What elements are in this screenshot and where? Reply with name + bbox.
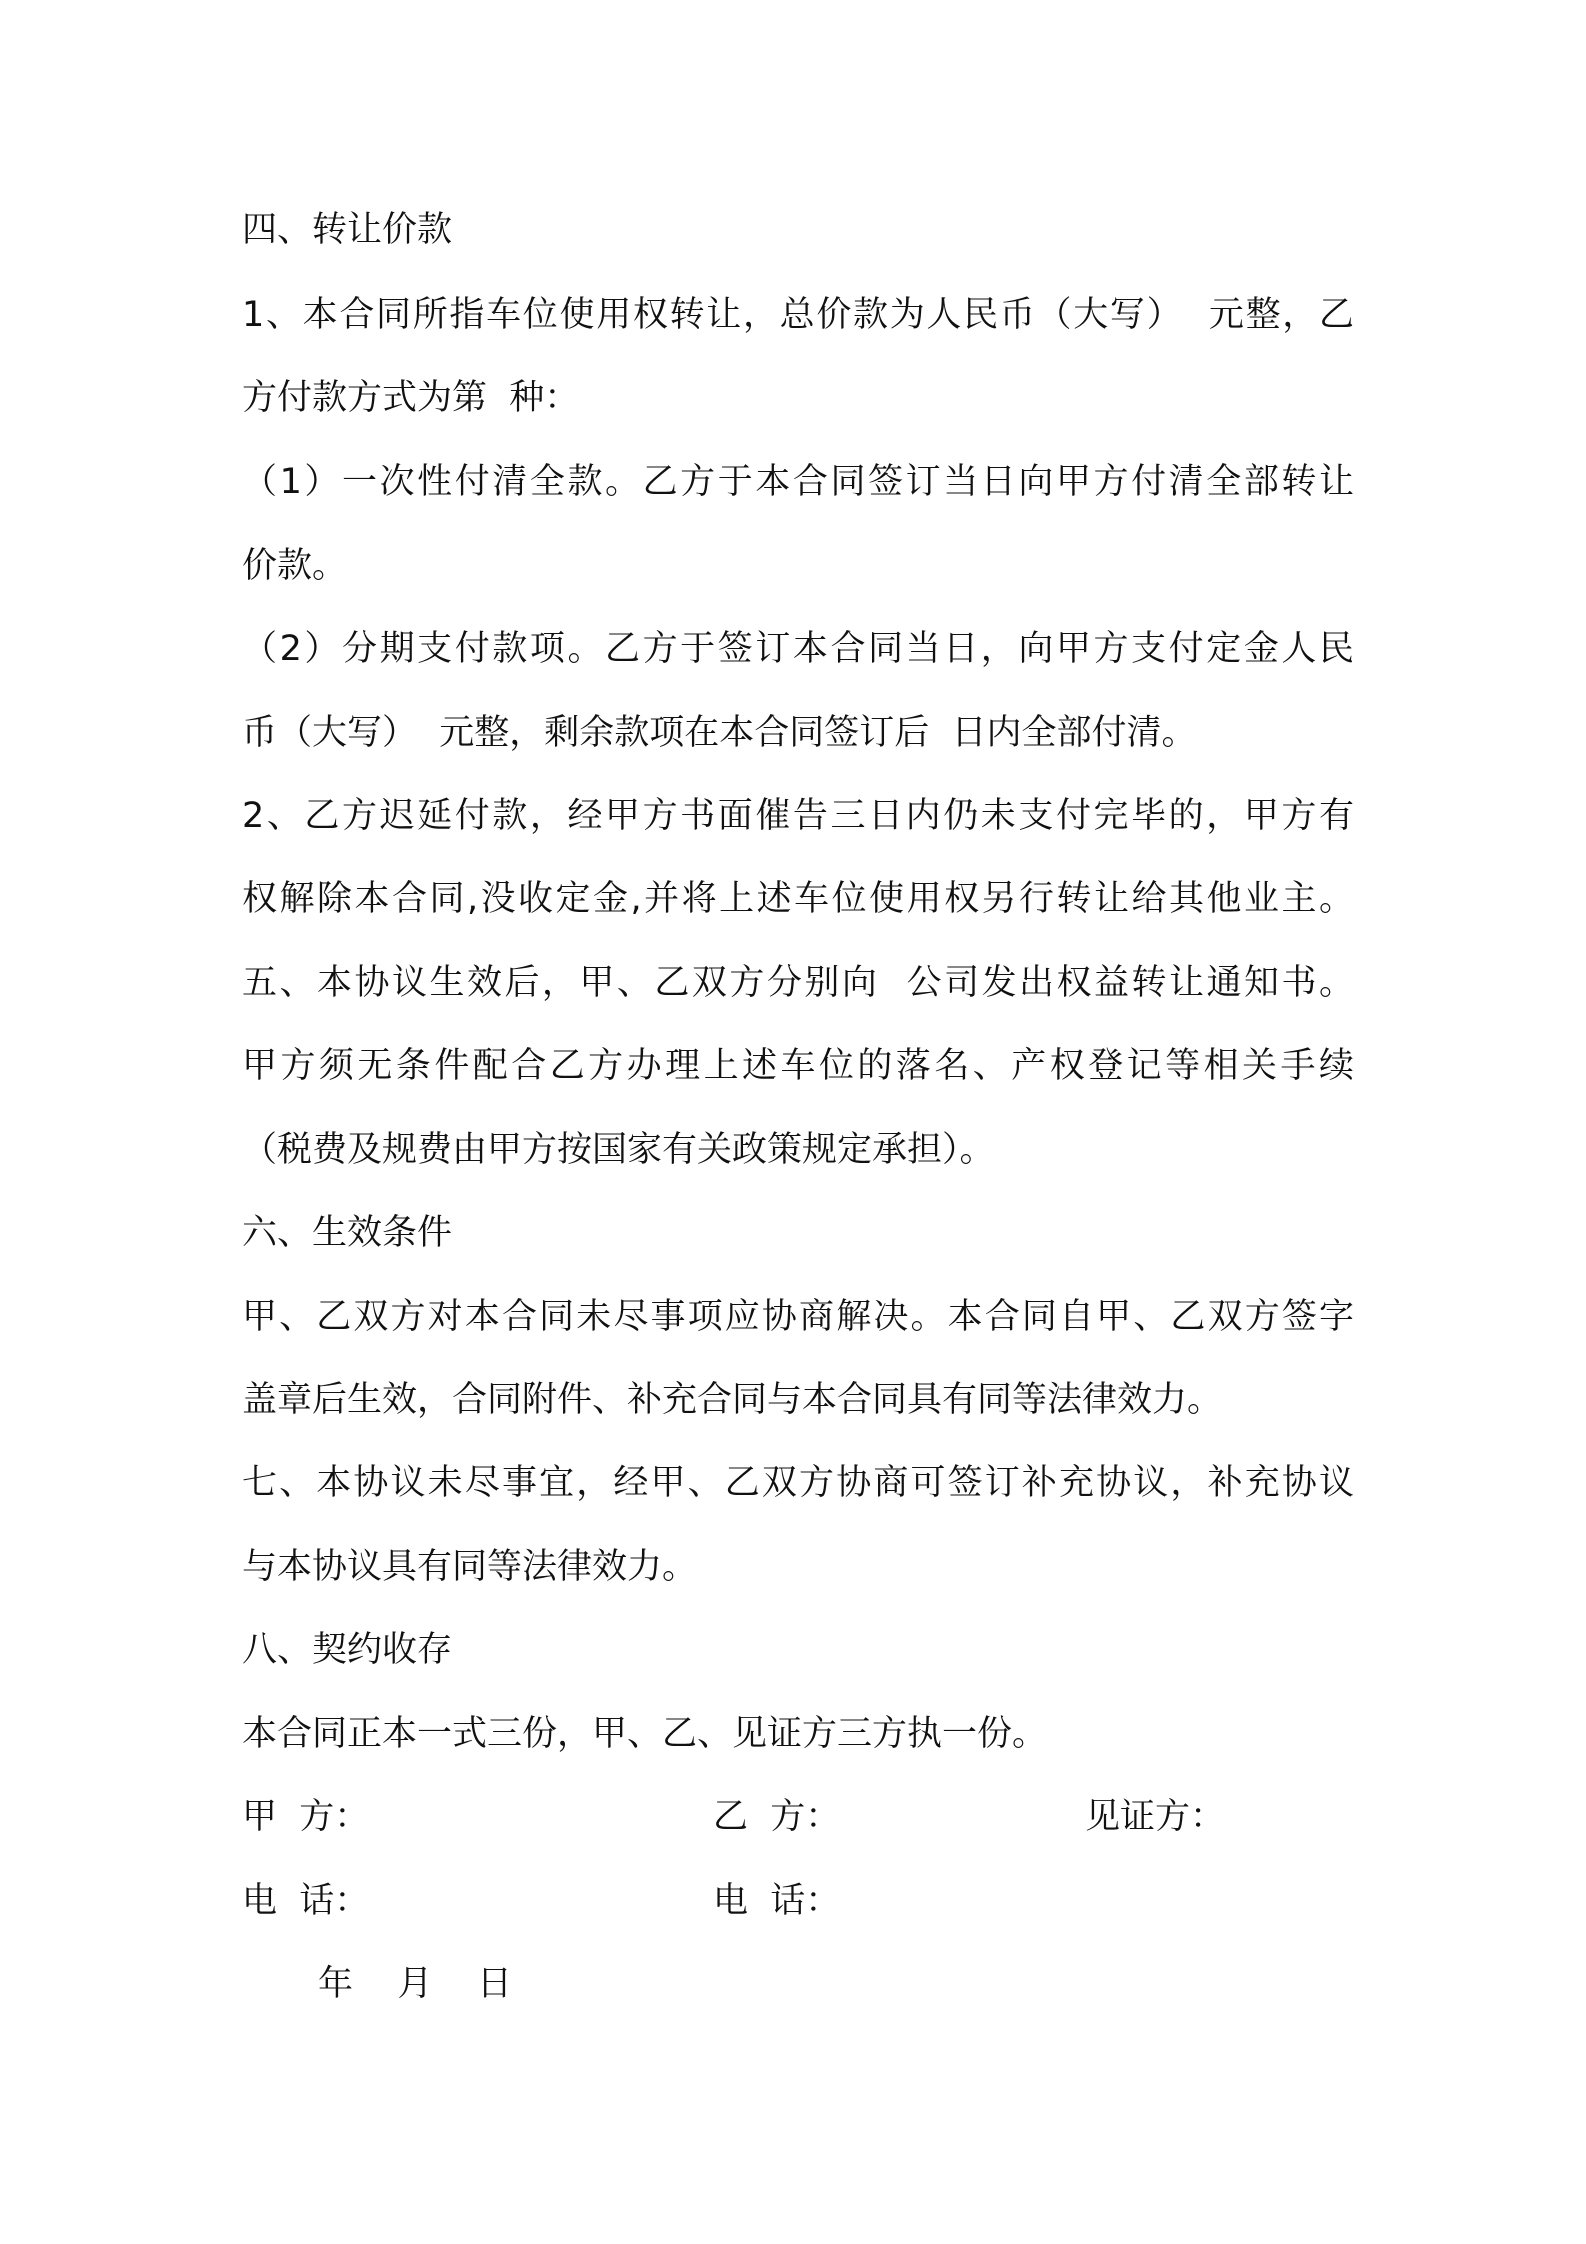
clause-2-line-1: 2、乙方迟延付款，经甲方书面催告三日内仍未支付完毕的，甲方有 (242, 796, 1354, 836)
signing-date: 年 月 日 (318, 1964, 513, 2004)
section-5-line-1: 五、本协议生效后，甲、乙双方分别向 公司发出权益转让通知书。 (242, 963, 1354, 1003)
section-6-line-2: 盖章后生效，合同附件、补充合同与本合同具有同等法律效力。 (242, 1380, 1223, 1420)
section-8-line-1: 本合同正本一式三份，甲、乙、见证方三方执一份。 (242, 1714, 1048, 1754)
section-6-line-1: 甲、乙双方对本合同未尽事项应协商解决。本合同自甲、乙双方签字 (242, 1297, 1354, 1337)
payment-option-2-line-1: （2）分期支付款项。乙方于签订本合同当日，向甲方支付定金人民 (242, 629, 1354, 669)
payment-option-1-line-2: 价款。 (242, 546, 348, 586)
section-7-line-1: 七、本协议未尽事宜，经甲、乙双方协商可签订补充协议，补充协议 (242, 1463, 1354, 1503)
section-5-line-3: （税费及规费由甲方按国家有关政策规定承担）。 (242, 1130, 995, 1170)
payment-option-1-line-1: （1）一次性付清全款。乙方于本合同签订当日向甲方付清全部转让 (242, 462, 1354, 502)
party-b-label: 乙 方： (713, 1797, 841, 1837)
payment-option-2-line-2: 币（大写） 元整，剩余款项在本合同签订后 日内全部付清。 (242, 713, 1197, 753)
clause-1-line-2: 方付款方式为第 种： (242, 378, 580, 418)
party-a-label: 甲 方： (242, 1797, 370, 1837)
section-7-line-2: 与本协议具有同等法律效力。 (242, 1547, 698, 1587)
section-heading-effective: 六、生效条件 (242, 1213, 453, 1253)
clause-2-line-2: 权解除本合同,没收定金,并将上述车位使用权另行转让给其他业主。 (242, 879, 1354, 919)
party-b-phone-label: 电 话： (713, 1881, 841, 1921)
section-5-line-2: 甲方须无条件配合乙方办理上述车位的落名、产权登记等相关手续 (242, 1046, 1354, 1086)
party-a-phone-label: 电 话： (242, 1881, 370, 1921)
witness-label: 见证方： (1085, 1797, 1226, 1837)
section-heading-price: 四、转让价款 (242, 210, 453, 250)
section-heading-custody: 八、契约收存 (242, 1630, 453, 1670)
clause-1-line-1: 1、本合同所指车位使用权转让，总价款为人民币（大写） 元整，乙 (242, 295, 1354, 335)
